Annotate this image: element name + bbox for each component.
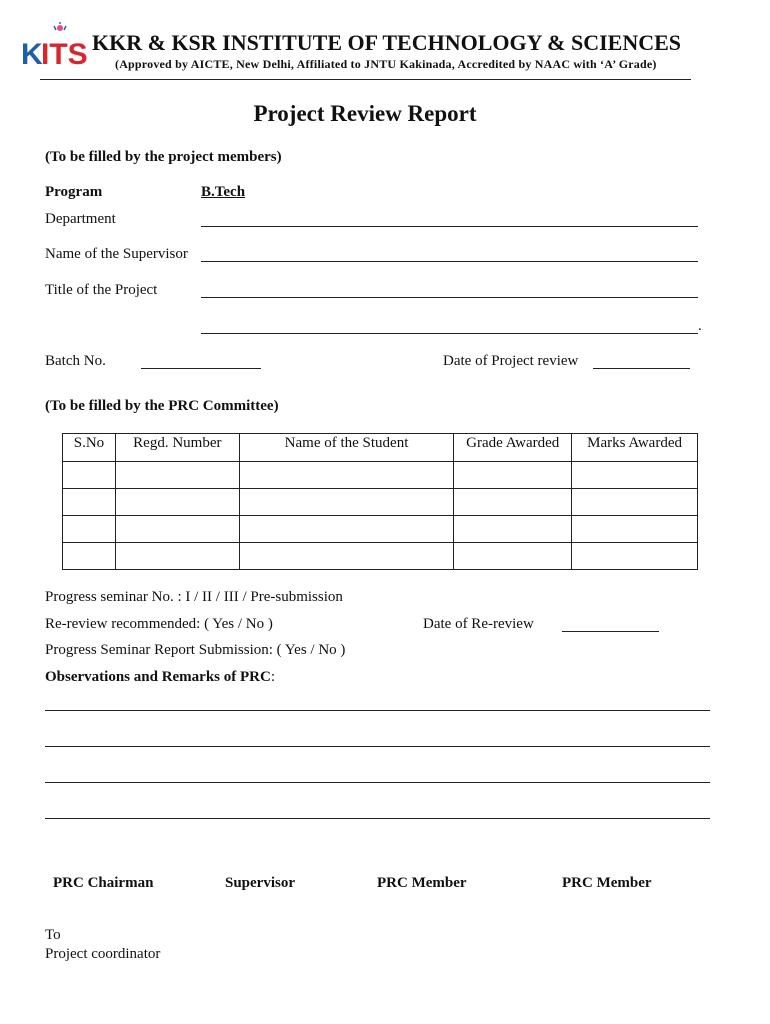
project-title-field[interactable] (201, 297, 698, 298)
table-cell[interactable] (63, 543, 116, 570)
rereview-date-field[interactable] (562, 631, 659, 632)
observation-line-3[interactable] (45, 782, 710, 783)
signature-prc-member-1: PRC Member (377, 875, 467, 891)
signature-supervisor: Supervisor (225, 875, 296, 891)
column-header-regd-number: Regd. Number (115, 434, 239, 462)
table-row (63, 462, 698, 489)
logo-dot (57, 25, 63, 31)
table-cell[interactable] (239, 489, 454, 516)
institute-subtitle: (Approved by AICTE, New Delhi, Affiliated to JNTU Kakinada, Accredited by NAAC with ‘A’ Grade) (115, 57, 657, 71)
logo-letter-k: K (21, 38, 43, 71)
table-row (63, 516, 698, 543)
page-title: Project Review Report (253, 101, 477, 126)
report-submission-text: Progress Seminar Report Submission: ( Yes / No ) (45, 642, 346, 658)
student-grade-table (62, 433, 698, 570)
program-value: B.Tech (201, 184, 246, 200)
table-cell[interactable] (239, 516, 454, 543)
table-header-row (63, 434, 698, 462)
rereview-recommended-text: Re-review recommended: ( Yes / No ) (45, 616, 273, 632)
table-cell[interactable] (454, 462, 572, 489)
table-cell[interactable] (239, 462, 454, 489)
observations-heading: Observations and Remarks of PRC (45, 669, 271, 685)
observations-colon: : (270, 669, 276, 685)
institute-logo (20, 22, 88, 71)
column-header-grade: Grade Awarded (454, 434, 572, 462)
project-title-field-line2[interactable] (201, 333, 698, 334)
rereview-date-label: Date of Re-review (423, 616, 534, 632)
column-header-sno: S.No (63, 434, 116, 462)
observation-line-4[interactable] (45, 818, 710, 819)
progress-seminar-text: Progress seminar No. : I / II / III / Pre-submission (45, 589, 343, 605)
table-cell[interactable] (454, 489, 572, 516)
footer-to-label: To (45, 927, 61, 943)
review-date-field[interactable] (593, 368, 690, 369)
table-cell[interactable] (115, 462, 239, 489)
table-cell[interactable] (454, 516, 572, 543)
department-label: Department (45, 211, 116, 227)
signature-prc-chairman: PRC Chairman (53, 875, 154, 891)
signature-prc-member-2: PRC Member (562, 875, 652, 891)
batch-label: Batch No. (45, 353, 106, 369)
members-section-heading: (To be filled by the project members) (45, 149, 282, 165)
table-cell[interactable] (63, 489, 116, 516)
table-cell[interactable] (63, 516, 116, 543)
logo-letters-its: ITS (41, 38, 88, 71)
department-field[interactable] (201, 226, 698, 227)
column-header-student-name: Name of the Student (239, 434, 454, 462)
header-divider (40, 79, 691, 80)
footer-recipient: Project coordinator (45, 946, 161, 962)
observation-line-2[interactable] (45, 746, 710, 747)
table-cell[interactable] (115, 543, 239, 570)
supervisor-field[interactable] (201, 261, 698, 262)
batch-field[interactable] (141, 368, 261, 369)
observation-line-1[interactable] (45, 710, 710, 711)
review-date-label: Date of Project review (443, 353, 579, 369)
table-cell[interactable] (63, 462, 116, 489)
institute-name: KKR & KSR INSTITUTE OF TECHNOLOGY & SCIENCES (92, 30, 682, 55)
project-title-label: Title of the Project (45, 282, 158, 298)
prc-section-heading: (To be filled by the PRC Committee) (45, 398, 279, 414)
table-cell[interactable] (572, 462, 698, 489)
table-cell[interactable] (239, 543, 454, 570)
table-cell[interactable] (572, 543, 698, 570)
project-title-period: . (698, 318, 702, 334)
table-row (63, 489, 698, 516)
table-cell[interactable] (115, 516, 239, 543)
table-row (63, 543, 698, 570)
supervisor-label: Name of the Supervisor (45, 246, 188, 262)
column-header-marks: Marks Awarded (572, 434, 698, 462)
table-cell[interactable] (572, 516, 698, 543)
table-cell[interactable] (115, 489, 239, 516)
table-cell[interactable] (454, 543, 572, 570)
table-cell[interactable] (572, 489, 698, 516)
program-label: Program (45, 184, 103, 200)
